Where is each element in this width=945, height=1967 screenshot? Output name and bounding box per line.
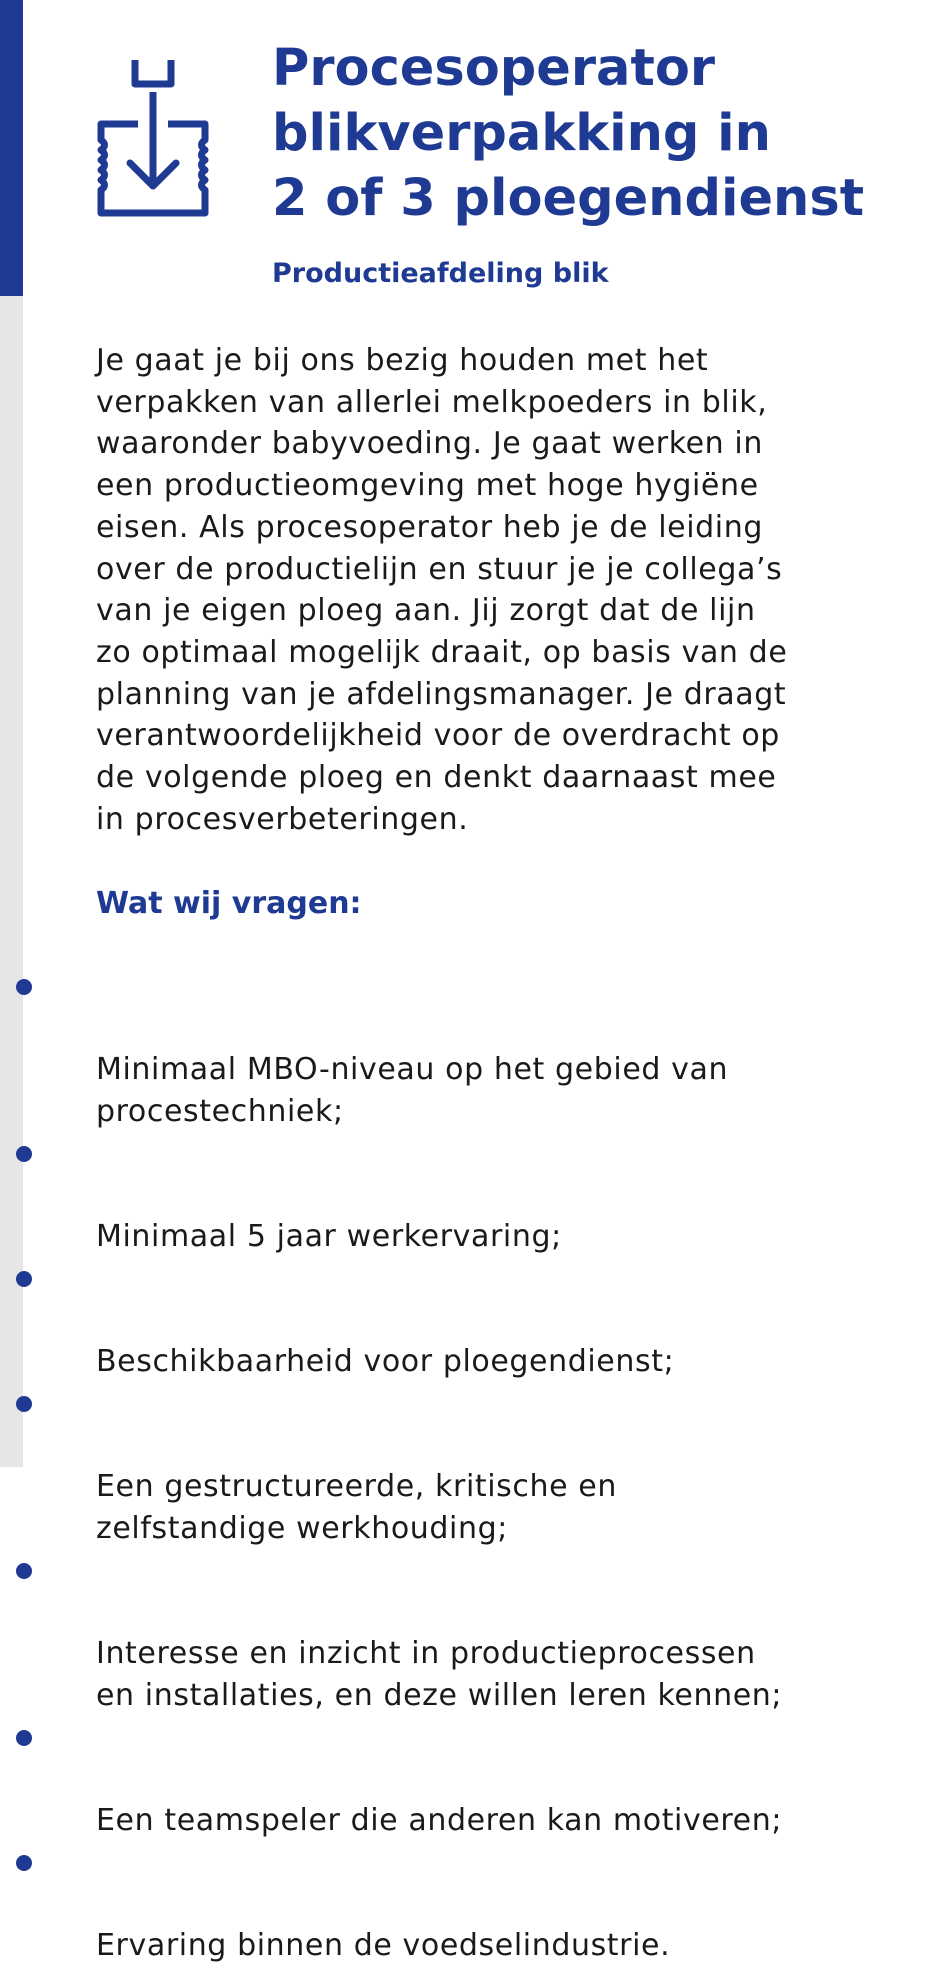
list-item <box>0 1383 896 1550</box>
list-item-text: Een gestructureerde, kritische en zelfstandige werkhouding; <box>96 1469 617 1547</box>
job-title: Procesoperator blikverpakking in 2 of 3 ploegendienst <box>272 39 865 228</box>
bullet-icon <box>16 1146 32 1162</box>
requirements-heading: Wat wij vragen: <box>96 886 362 921</box>
list-item <box>0 1258 896 1383</box>
intro-paragraph: Je gaat je bij ons bezig houden met het verpakken van allerlei melkpoeders in blik, waaronder babyvoeding. Je gaat werken in een productieomgeving met hoge hygiëne eisen. Als procesoperator heb je de leiding over de productielijn en stuur je je collega’s van je eigen ploeg aan. Jij zorgt dat de lijn zo optimaal mogelijk draait, op basis van de planning van je afdelingsmanager. Je draagt verantwoordelijkheid voor de overdracht op de volgende ploeg en denkt daarnaast mee in procesverbeteringen. <box>96 343 788 837</box>
list-item <box>0 1842 896 1967</box>
list-item-text: Minimaal MBO-niveau op het gebied van procestechniek; <box>96 1052 729 1130</box>
bullet-icon <box>16 1855 32 1871</box>
requirements-list <box>0 966 945 1967</box>
list-item-text: Minimaal 5 jaar werkervaring; <box>96 1219 562 1255</box>
list-item-text: Beschikbaarheid voor ploegendienst; <box>96 1344 675 1380</box>
side-accent-bar <box>0 0 23 296</box>
list-item <box>0 966 896 1133</box>
bullet-icon <box>16 1271 32 1287</box>
list-item <box>0 1133 896 1258</box>
bullet-icon <box>16 979 32 995</box>
list-item-text: Interesse en inzicht in productieprocessen en installaties, en deze willen leren kennen; <box>96 1636 783 1713</box>
download-box-icon <box>96 58 210 220</box>
department-subtitle: Productieafdeling blik <box>272 258 609 289</box>
list-item <box>0 1550 896 1717</box>
list-item-text: Ervaring binnen de voedselindustrie. <box>96 1928 671 1964</box>
bullet-icon <box>16 1563 32 1579</box>
list-item <box>0 1717 896 1842</box>
list-item-text: Een teamspeler die anderen kan motiveren; <box>96 1803 783 1839</box>
bullet-icon <box>16 1396 32 1412</box>
bullet-icon <box>16 1730 32 1746</box>
